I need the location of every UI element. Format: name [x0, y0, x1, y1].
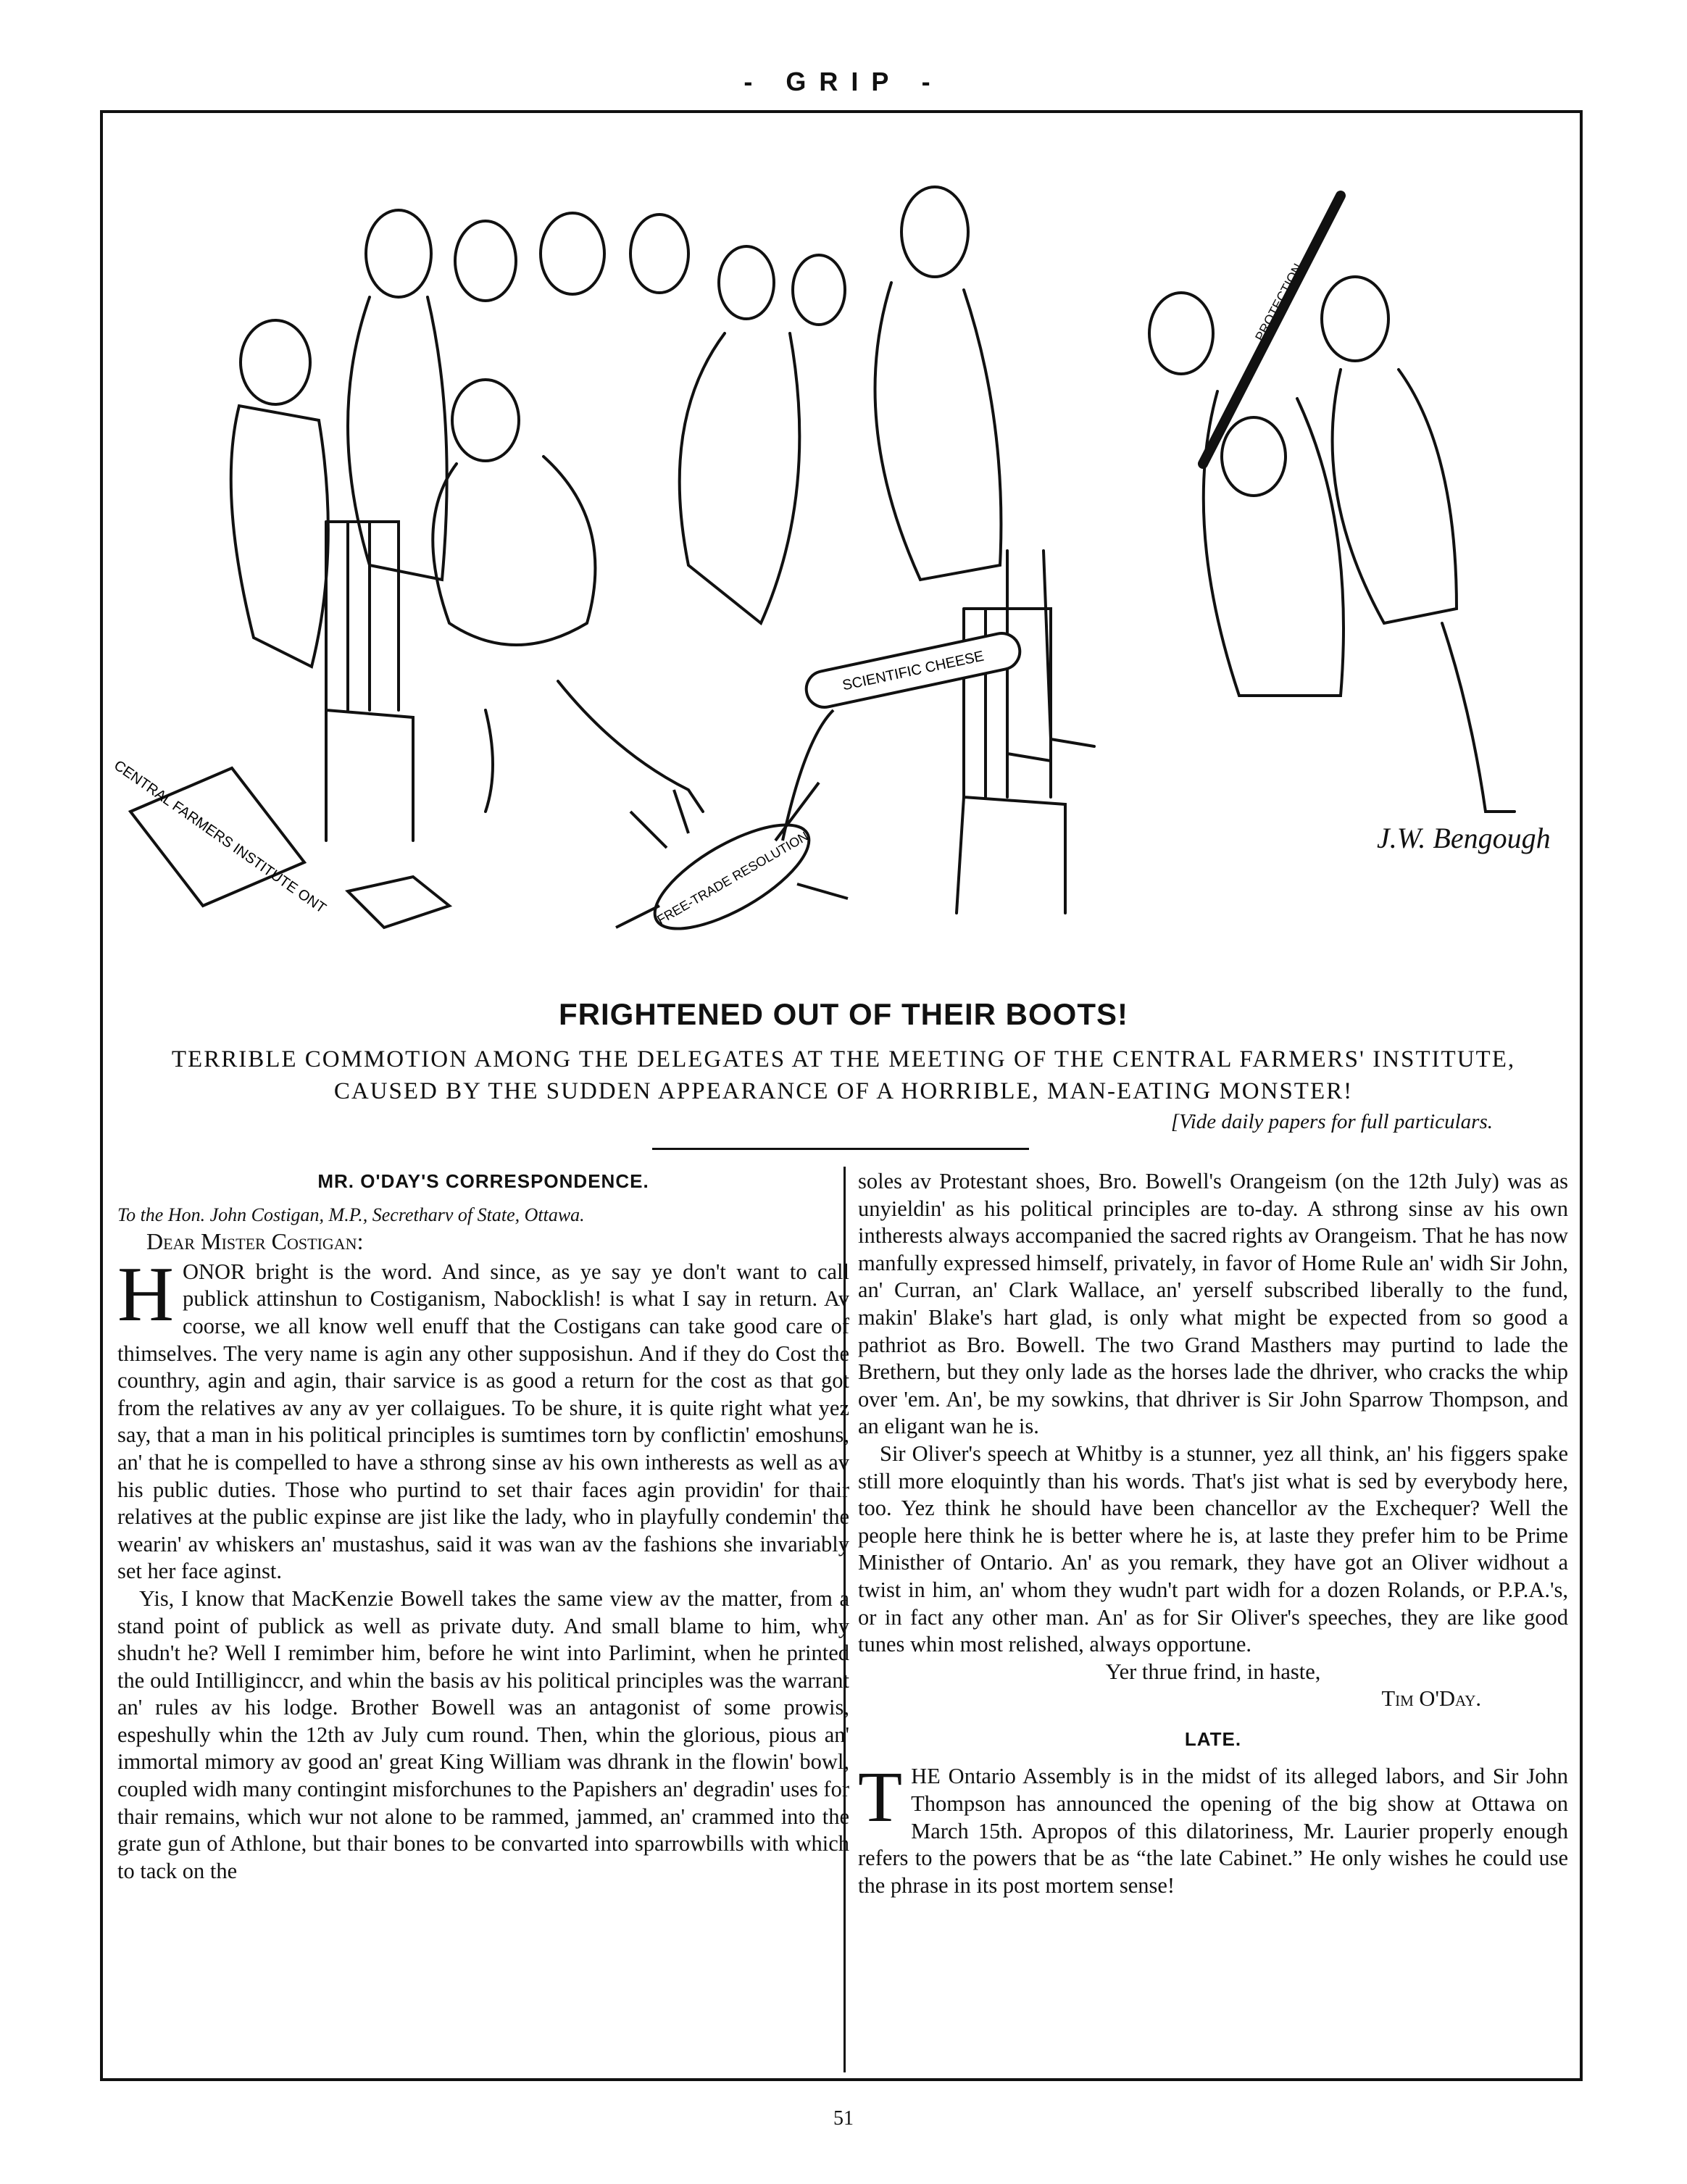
chair-left	[326, 522, 413, 841]
article-paragraph: Yis, I know that MacKenzie Bowell takes the same view av the matter, from a stand point of publick as well as private duty. And small blame to him, why shudn't he? Well I remimber him, before he wint into Parlimint, when he printed the ould Intilliginccr, and whin the basis av his political principles was the warrant an' rules av his lodge. Brother Bowell was an antagonist of some prowis, espeshully whin the 12th av July cum round. Then, whin the glorious, pious an' immortal mimory av good an' great King William was dhrank in the flowin' bowl, coupled widh many contingint misforchunes to the Papishers an' degradin' uses for thair remains, which wur not alone to be rammed, jammed, an' crammed into the grate gun of Athlone, but thair bones to be convarted into sparrowbills with which to tack on the	[117, 1585, 849, 1883]
figure-head	[1149, 293, 1213, 374]
late-paragraph-text: HE Ontario Assembly is in the midst of its alleged labors, and Sir John Thompson has announced the opening of the big show at Ottawa on March 15th. Apropos of this dilatoriness, Mr. Laurier properly enough refers to the powers that be as “the late Cabinet.” He only wishes he could use the phrase in its post mortem sense!	[858, 1764, 1568, 1898]
left-column	[117, 1168, 849, 1885]
papers-label: CENTRAL FARMERS INSTITUTE ONT	[111, 757, 329, 917]
cartoon-note: [Vide daily papers for full particulars.	[1170, 1110, 1493, 1133]
article-heading: MR. O'DAY'S CORRESPONDENCE.	[317, 1170, 649, 1192]
article-paragraph: soles av Protestant shoes, Bro. Bowell's Orangeism (on the 12th July) was as unyieldin' as his political principles are to-day. A sthrong sinse av his own intherests always accompanied the sacred rights av Orangeism. That he has now manfully expressed himself, privately, in favor of Home Rule an' widh Sir John, an' Curran, an' Clark Wallace, an' yerself subscribed liberally to the fund, makin' Blake's hart glad, is only what might be expected from so good a pathriot as Bro. Bowell. The two Grand Masthers may purtind to lade the Brethern, but they only lade as the horses lade the dhriver, who cracks the whip over 'em. An', be my sowkins, that dhriver is Sir John Sparrow Thompson, and an eligant wan he is.	[858, 1169, 1568, 1439]
figure-head	[1222, 417, 1286, 496]
figure-head	[630, 214, 688, 293]
cartoon-drawing	[109, 116, 1577, 971]
figure-head	[1322, 277, 1388, 361]
figure-head	[719, 246, 774, 319]
figure-head	[901, 187, 968, 277]
open-book	[348, 877, 449, 928]
scroll-label: SCIENTIFIC CHEESE	[841, 648, 986, 694]
figure-head	[455, 221, 516, 301]
figure-head	[241, 320, 310, 404]
late-heading: LATE.	[1184, 1727, 1242, 1750]
page-number: 51	[833, 2107, 854, 2130]
late-paragraph	[858, 1756, 1568, 1899]
dropcap: T	[858, 1756, 903, 1838]
figure-head	[366, 210, 431, 297]
article-closing: Yer thrue frind, in haste,	[1105, 1659, 1321, 1684]
dropcap: H	[117, 1251, 174, 1338]
article-salutation: Dear Mister Costigan:	[146, 1228, 364, 1255]
bug-label: FREE-TRADE RESOLUTION	[654, 828, 811, 928]
figure-head	[541, 213, 604, 294]
article-paragraph	[117, 1251, 849, 1585]
divider-rule	[652, 1148, 1029, 1150]
artist-signature: J.W. Bengough	[1377, 822, 1551, 854]
masthead: - GRIP -	[743, 67, 944, 96]
figure-head	[452, 380, 519, 461]
scientific-cheese-scroll	[803, 630, 1023, 710]
article-paragraph-text: ONOR bright is the word. And since, as ye say ye don't want to call publick attinshun to Costiganism, Nabocklish! is what I say in return. Av coorse, we all know well enuff that the Costigans can take good care of thimselves. The very name is agin any other supposishun. And if they do Cost the counthry, agin and agin, thair sarvice is as good a return for the cost as that got from the relatives av any av yer collaigues. To be shure, it is quite right what yez say, that a man in his political principles is sumtimes torn by conflictin' emoshuns, an' that he is compelled to have a sthrong sinse av his own intherests as well as av his public duties. Those who purtind to set thair faces agin providin' for thair relatives at the public expinse are jist like the lady, who in playfully condemin' the wearin' av whiskers an' mustashus, said it was wan av the fashions she invariably set her face aginst.	[117, 1259, 849, 1584]
cartoon-illustration	[109, 116, 1577, 971]
cartoon-title: FRIGHTENED OUT OF THEIR BOOTS!	[559, 997, 1128, 1031]
cartoon-subtitle: TERRIBLE COMMOTION AMONG THE DELEGATES AT THE MEETING OF THE CENTRAL FARMERS' INSTITUTE, CAUSED BY THE SUDDEN APPEARANCE OF A HORRIBLE, MAN-EATING MONSTER!	[171, 1046, 1516, 1104]
figure-head	[793, 255, 845, 325]
free-trade-bug	[616, 710, 848, 949]
right-column	[858, 1168, 1568, 1899]
article-paragraph: Sir Oliver's speech at Whitby is a stunner, yez all think, an' his figgers spake still more eloquintly than his words. That's jist what is sed by everybody here, too. Yez think he should have been chancellor av the Exchequer? Well the people here think he is better where he is, at laste they prefer him to be Prime Ministher of Ontario. An' as you remark, they have got an Oliver widhout a twist in him, an' whom they wudn't part widh for a dozen Rolands, or P.P.A.'s, or in fact any other man. An' as for Sir Oliver's speeches, they are like good tunes whin most relished, always opportune.	[858, 1441, 1568, 1657]
article-signature: Tim O'Day.	[1381, 1686, 1481, 1712]
club-label: PROTECTION	[1252, 261, 1306, 343]
article-dedication: To the Hon. John Costigan, M.P., Secretharv of State, Ottawa.	[117, 1204, 585, 1225]
central-farmers-papers	[111, 757, 329, 917]
